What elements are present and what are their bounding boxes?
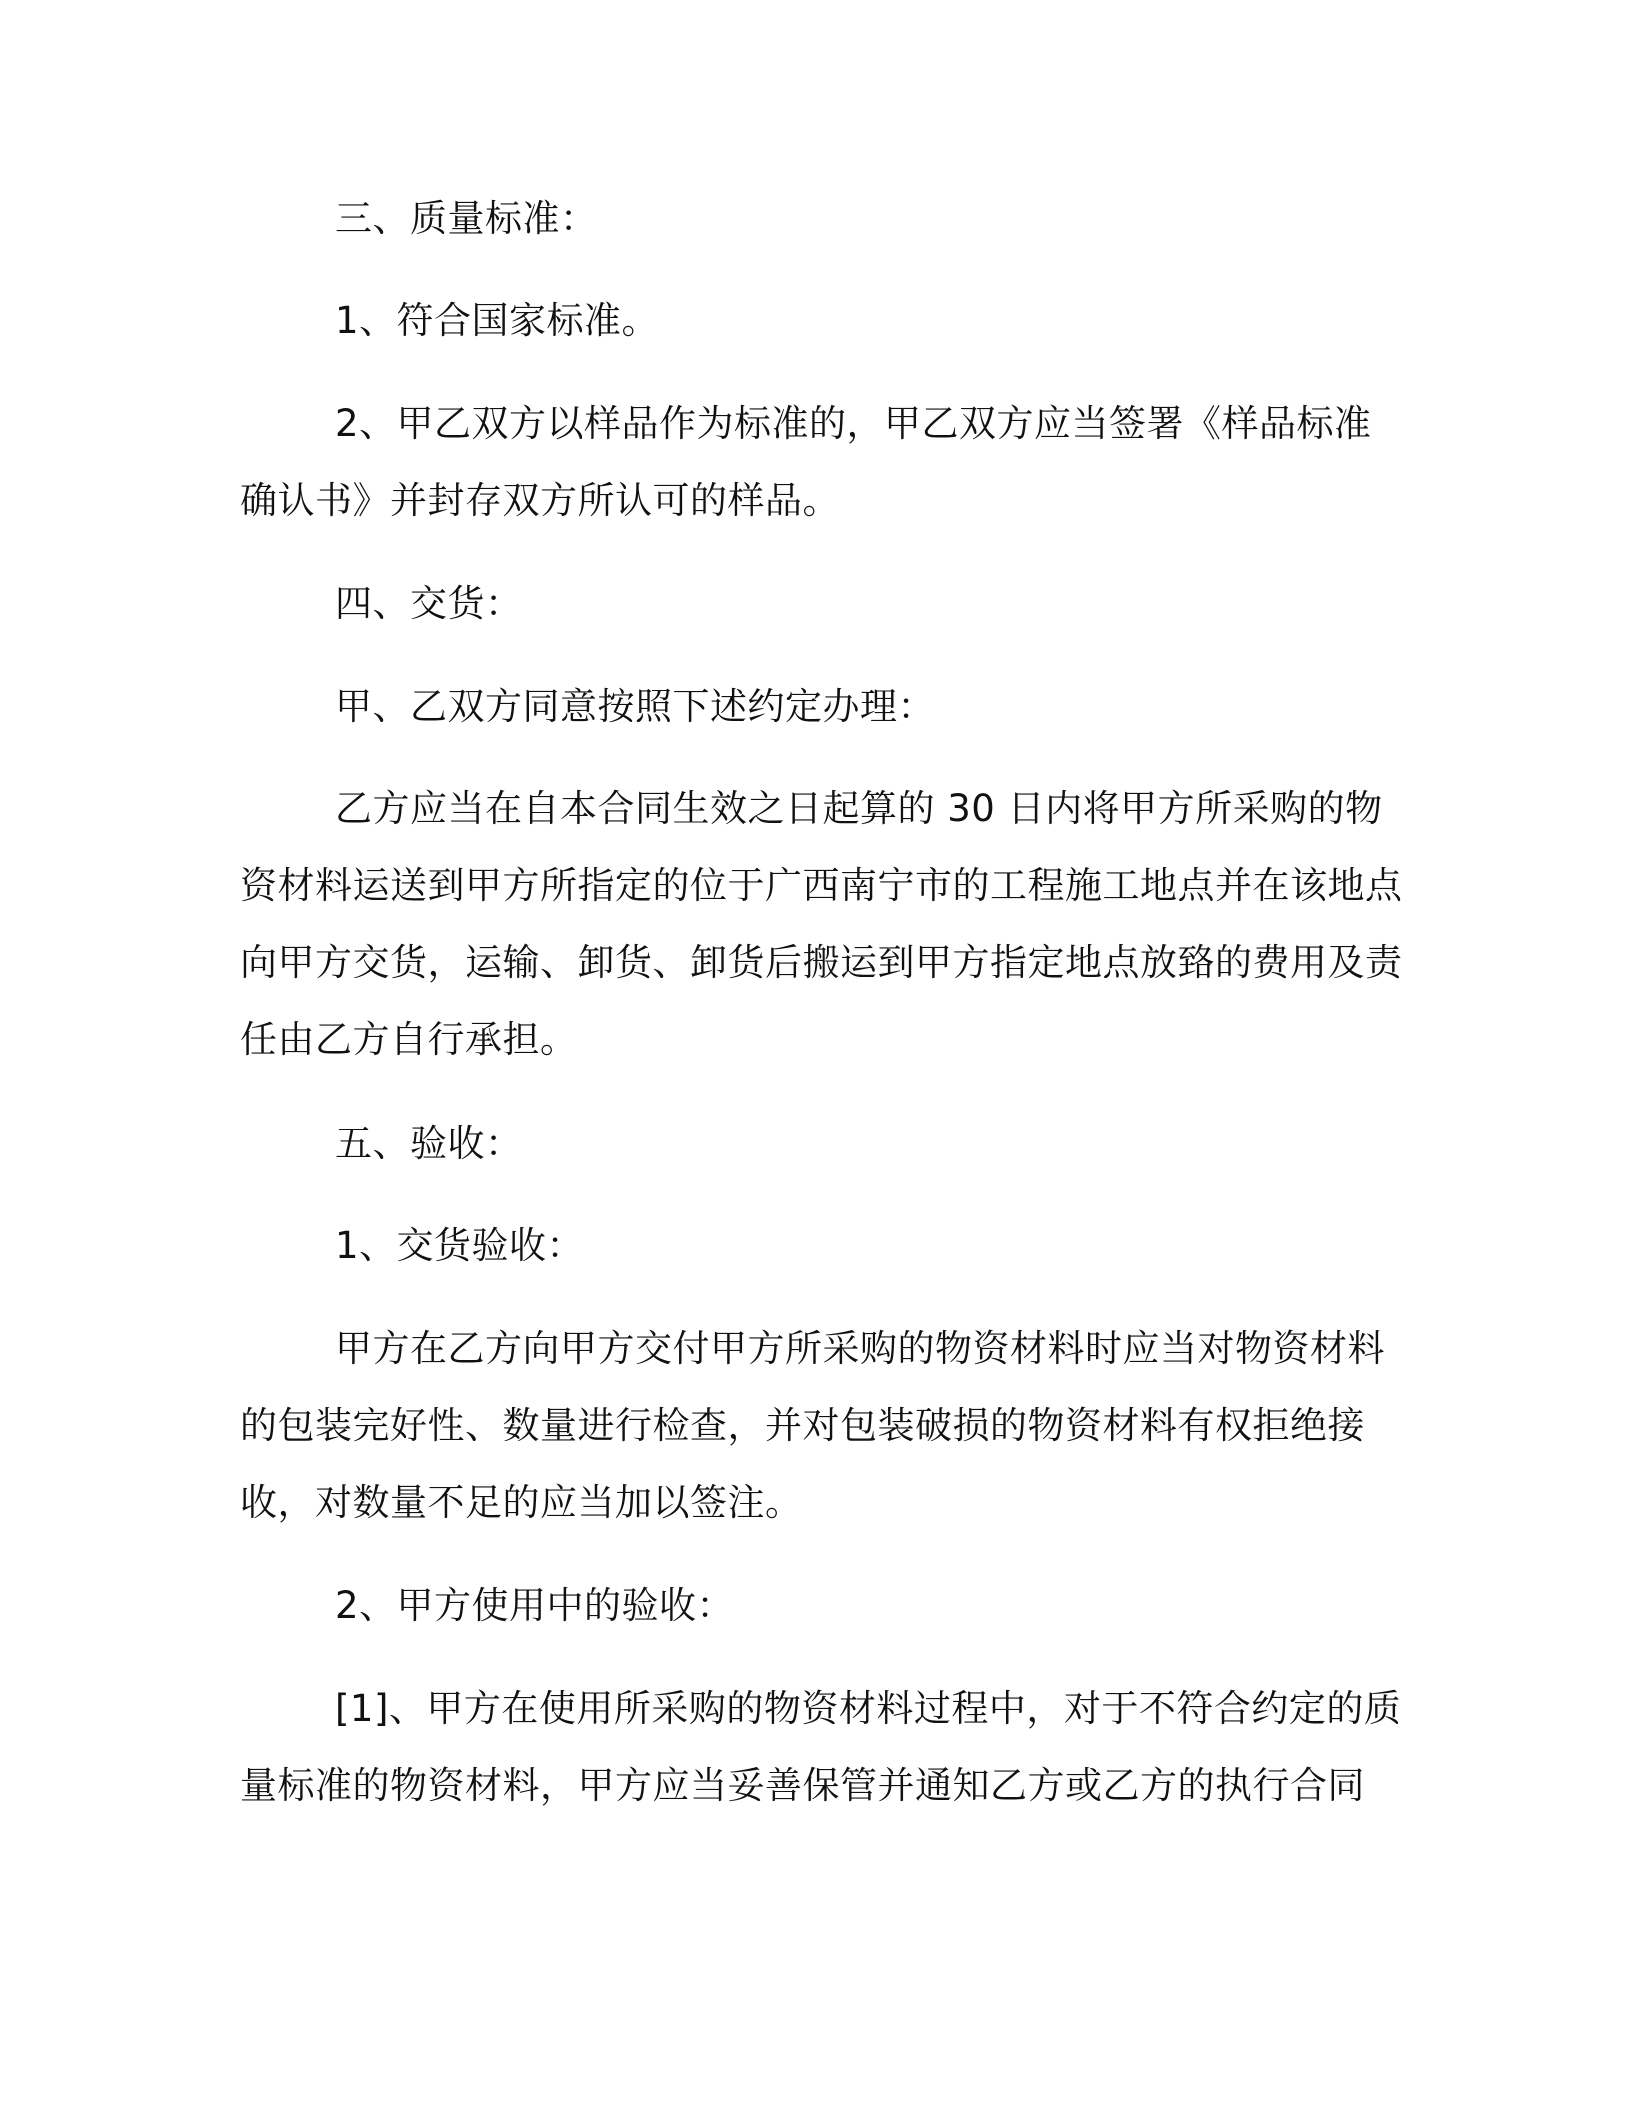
paragraph-delivery-terms: 乙方应当在自本合同生效之日起算的 30 日内将甲方所采购的物资材料运送到甲方所指定的位于广西南宁市的工程施工地点并在该地点向甲方交货，运输、卸货、卸货后搬运到甲方指定地点放臵的费用及责任由乙方自行承担。 [240,787,1403,1061]
paragraph-acceptance-2: 2、甲方使用中的验收： [335,1584,735,1627]
paragraph-acceptance-usage: [1]、甲方在使用所采购的物资材料过程中，对于不符合约定的质量标准的物资材料，甲方应当妥善保管并通知乙方或乙方的执行合同 [240,1687,1402,1807]
paragraph-quality-2: 2、甲乙双方以样品作为标准的，甲乙双方应当签署《样品标准确认书》并封存双方所认可的样品。 [240,402,1372,522]
paragraph-quality-1: 1、符合国家标准。 [335,299,660,342]
paragraph-delivery-intro: 甲、乙双方同意按照下述约定办理： [335,685,935,728]
paragraph-acceptance-1: 1、交货验收： [335,1224,585,1267]
section-heading-quality: 三、质量标准： [335,197,598,240]
section-heading-acceptance: 五、验收： [335,1122,523,1165]
paragraph-acceptance-inspection: 甲方在乙方向甲方交付甲方所采购的物资材料时应当对物资材料的包装完好性、数量进行检查，并对包装破损的物资材料有权拒绝接收，对数量不足的应当加以签注。 [240,1327,1385,1524]
section-heading-delivery: 四、交货： [335,582,523,625]
